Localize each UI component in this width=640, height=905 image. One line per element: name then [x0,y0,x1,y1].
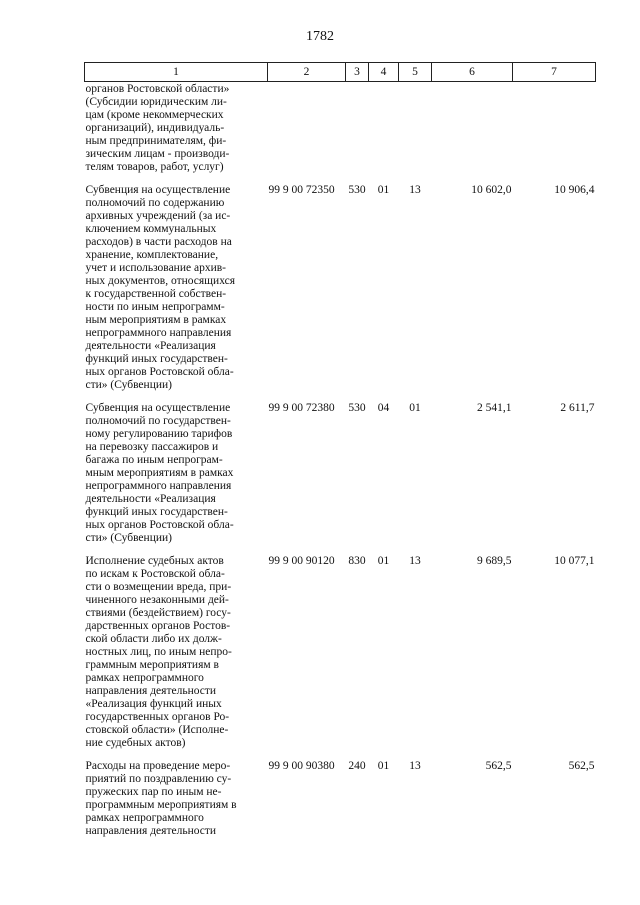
description-line: непрограммного направления [85,327,232,339]
description-line: полномочий по содержанию [85,197,225,209]
description-line: по искам к Ростовской обла- [85,568,225,580]
amount-year-2 [513,82,596,185]
column-header: 5 [399,63,432,82]
target-article-code: 99 9 00 72350 [268,184,335,196]
section-code: 01 [377,555,390,567]
description-line: хранение, комплектование, [85,249,219,261]
description-line: зическим лицам - производи- [85,148,230,160]
amount-year-1: 10 602,0 [471,184,512,196]
description-line: Субвенция на осуществление [85,184,231,196]
table-row [85,184,596,402]
column-header: 2 [268,63,346,82]
description-line: сти» (Субвенции) [85,379,172,391]
description-line: ных органов Ростовской обла- [85,519,234,531]
column-header: 4 [369,63,399,82]
subsection-code: 13 [409,760,421,772]
description-line: программным мероприятиям в [85,799,237,811]
description-line: ным мероприятиям в рамках [85,314,227,326]
expense-type-code: 830 [348,555,366,567]
description-line: мным мероприятиям в рамках [85,467,234,479]
description-line: ным предпринимателям, фи- [85,135,227,147]
column-header: 6 [432,63,513,82]
expense-type-code: 240 [348,760,366,772]
amount-year-2: 2 611,7 [560,402,595,414]
description-line: приятий по поздравлению су- [85,773,232,785]
table-row [85,402,596,555]
subsection-code: 13 [409,184,421,196]
description-line: ностных лиц, по иным непро- [85,646,232,658]
description-line: ние судебных актов) [85,737,186,749]
row-description [85,402,268,555]
amount-year-2: 562,5 [568,760,595,772]
column-header: 7 [513,63,596,82]
description-line: пружеских пар по иным не- [85,786,222,798]
expense-type-code: 530 [348,402,366,414]
description-line: Исполнение судебных актов [85,555,224,567]
description-line: организаций), индивидуаль- [85,122,225,134]
amount-year-1: 562,5 [485,760,512,772]
target-article-code: 99 9 00 90380 [268,760,335,772]
description-line: телям товаров, работ, услуг) [85,161,224,173]
description-line: цам (кроме некоммерческих [85,109,224,121]
description-line: деятельности «Реализация [85,340,216,352]
subsection-code: 13 [409,555,421,567]
section-code: 01 [377,184,390,196]
description-line: направления деятельности [85,685,217,697]
amount-year-1: 2 541,1 [477,402,512,414]
description-line: ской области либо их долж- [85,633,222,645]
column-header: 1 [85,63,268,82]
target-article-code [268,82,346,185]
description-line: направления деятельности [85,825,217,837]
description-line: ключением коммунальных [85,223,217,235]
target-article-code: 99 9 00 72380 [268,402,335,414]
section-code: 01 [377,760,390,772]
description-line: граммным мероприятиям в [85,659,219,671]
section-code: 04 [377,402,390,414]
description-line: чиненного незаконными дей- [85,594,229,606]
description-line: учет и использование архив- [85,262,226,274]
expense-type-code: 530 [348,184,366,196]
page-number: 1782 [306,29,334,44]
description-line: непрограммного направления [85,480,232,492]
amount-year-2: 10 077,1 [554,555,595,567]
table-row [85,555,596,760]
description-line: на перевозку пассажиров и [85,441,219,453]
amount-year-1 [432,82,513,185]
header-row [85,63,596,82]
budget-table [84,62,596,848]
target-article-code: 99 9 00 90120 [268,555,335,567]
description-line: рамках непрограммного [85,672,204,684]
section-code [369,82,399,185]
row-description [85,555,268,760]
amount-year-2: 10 906,4 [554,184,595,196]
column-header: 3 [346,63,369,82]
row-description [85,82,268,185]
description-line: сти о возмещении вреда, при- [85,581,232,593]
description-line: рамках непрограммного [85,812,204,824]
description-line: деятельности «Реализация [85,493,216,505]
description-line: Расходы на проведение меро- [85,760,231,772]
table-body [85,82,596,849]
description-line: стовской области» (Исполне- [85,724,229,736]
description-line: органов Ростовской области» [85,83,230,95]
expense-type-code [346,82,369,185]
subsection-code [399,82,432,185]
description-line: государственных органов Ро- [85,711,230,723]
description-line: архивных учреждений (за ис- [85,210,231,222]
description-line: ствиями (бездействием) госу- [85,607,231,619]
description-line: (Субсидии юридическим ли- [85,96,227,108]
table-row [85,760,596,848]
subsection-code: 01 [409,402,421,414]
description-line: расходов) в части расходов на [85,236,232,248]
description-line: «Реализация функций иных [85,698,222,710]
description-line: сти» (Субвенции) [85,532,172,544]
description-line: ных органов Ростовской обла- [85,366,234,378]
description-line: функций иных государствен- [85,353,228,365]
row-description [85,760,268,848]
description-line: функций иных государствен- [85,506,228,518]
description-line: ных документов, относящихся [85,275,235,287]
description-line: багажа по иным непрограм- [85,454,223,466]
description-line: дарственных органов Ростов- [85,620,231,632]
description-line: ности по иным непрограмм- [85,301,225,313]
description-line: ному регулированию тарифов [85,428,233,440]
row-description [85,184,268,402]
description-line: Субвенция на осуществление [85,402,231,414]
table-row [85,82,596,185]
description-line: к государственной собствен- [85,288,227,300]
description-line: полномочий по государствен- [85,415,231,427]
amount-year-1: 9 689,5 [477,555,512,567]
